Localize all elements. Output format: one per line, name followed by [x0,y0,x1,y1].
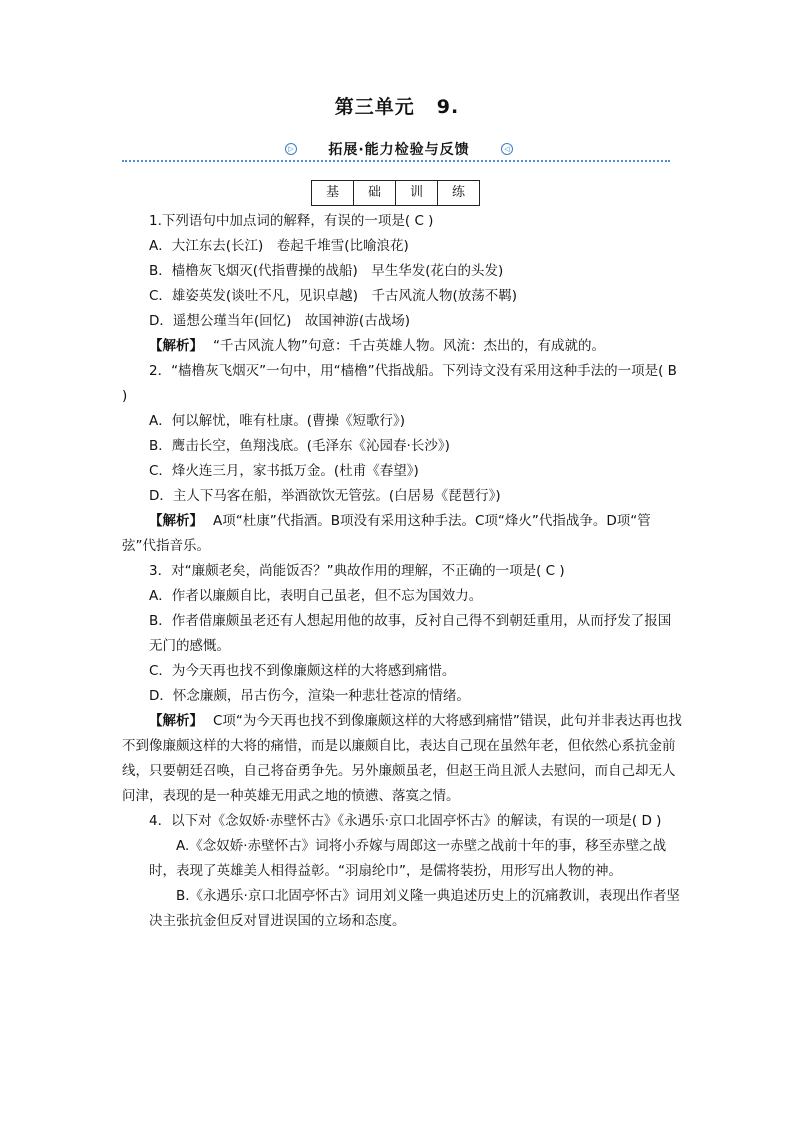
analysis [122,334,682,359]
analysis-tag: 【解析】 [149,513,203,529]
question-stem: 2．“樯橹灰飞烟灭”一句中，用“樯橹”代指战船。下列诗文没有采用这种手法的一项是( B ) [122,363,677,404]
analysis-text: “千古风流人物”句意：千古英雄人物。风流：杰出的，有成就的。 [213,338,605,354]
right-arrow-icon: ▷ [285,143,297,155]
question-option: D．遥想公瑾当年(回忆) 故国神游(古战场) [149,313,410,329]
page-title [0,92,794,119]
left-arrow-icon: ◁ [501,143,513,155]
label-char: 基 [312,181,354,205]
question-option: D．主人下马客在船，举酒欲饮无管弦。(白居易《琵琶行》) [149,488,501,504]
banner-title: 拓展·能力检验与反馈 [328,142,470,158]
question-option: A.《念奴娇·赤壁怀古》词将小乔嫁与周郎这一赤壁之战前十年的事，移至赤壁之战时，表现了英雄美人相得益彰。“羽扇纶巾”，是儒将装扮，用形写出人物的神。 [149,838,667,879]
section-label-box [311,180,480,206]
label-char: 练 [451,185,465,200]
question-stem: 1.下列语句中加点词的解释，有误的一项是( C ) [149,213,434,229]
question-option: D．怀念廉颇，吊古伤今，渲染一种悲壮苍凉的情绪。 [149,688,470,704]
question-option: C．为今天再也找不到像廉颇这样的大将感到痛惜。 [149,663,456,679]
label-char: 训 [396,181,438,205]
question-option: B.《永遇乐·京口北固亭怀古》词用刘义隆一典追述历史上的沉痛教训，表现出作者坚决主张抗金但反对冒进误国的立场和态度。 [149,888,680,929]
question-option: A．作者以廉颇自比，表明自己虽老，但不忘为国效力。 [149,588,483,604]
question-option: C．烽火连三月，家书抵万金。(杜甫《春望》) [149,463,419,479]
question-stem: 3．对“廉颇老矣，尚能饭否？”典故作用的理解，不正确的一项是( C ) [149,563,565,579]
analysis-text: C项“为今天再也找不到像廉颇这样的大将感到痛惜”错误，此句并非表达再也找不到像廉颇这样的大将的痛惜，而是以廉颇自比，表达自己现在虽然年老，但依然心系抗金前线，只要朝廷召唤，自己将奋勇争先。另外廉颇虽老，但赵王尚且派人去慰问，而自己却无人问津，表现的是一种英雄无用武之地的愤懑、落寞之情。 [122,713,682,804]
unit-title: 第三单元 [334,96,415,118]
question-option: B．鹰击长空，鱼翔浅底。(毛泽东《沁园春·长沙》) [149,438,450,454]
dotted-divider [122,160,670,162]
label-char: 础 [354,181,396,205]
question-option: B．樯橹灰飞烟灭(代指曹操的战船) 早生华发(花白的头发) [149,263,504,279]
question-option: A．何以解忧，唯有杜康。(曹操《短歌行》) [149,413,406,429]
analysis-tag: 【解析】 [149,713,203,729]
question-option: B．作者借廉颇虽老还有人想起用他的故事，反衬自己得不到朝廷重用，从而抒发了报国无门的感慨。 [149,613,672,654]
analysis [122,509,682,559]
analysis-text: A项“杜康”代指酒。B项没有采用这种手法。C项“烽火”代指战争。D项“管弦”代指音乐。 [122,513,651,554]
section-banner [285,137,513,161]
question-option: A．大江东去(长江) 卷起千堆雪(比喻浪花) [149,238,409,254]
question-option: C．雄姿英发(谈吐不凡，见识卓越) 千古风流人物(放荡不羁) [149,288,517,304]
question-stem: 4．以下对《念奴娇·赤壁怀古》《永遇乐·京口北固亭怀古》的解读，有误的一项是( D ) [149,813,662,829]
analysis [122,709,682,809]
analysis-tag: 【解析】 [149,338,203,354]
lesson-number: 9. [436,96,460,118]
question-list [122,209,682,934]
